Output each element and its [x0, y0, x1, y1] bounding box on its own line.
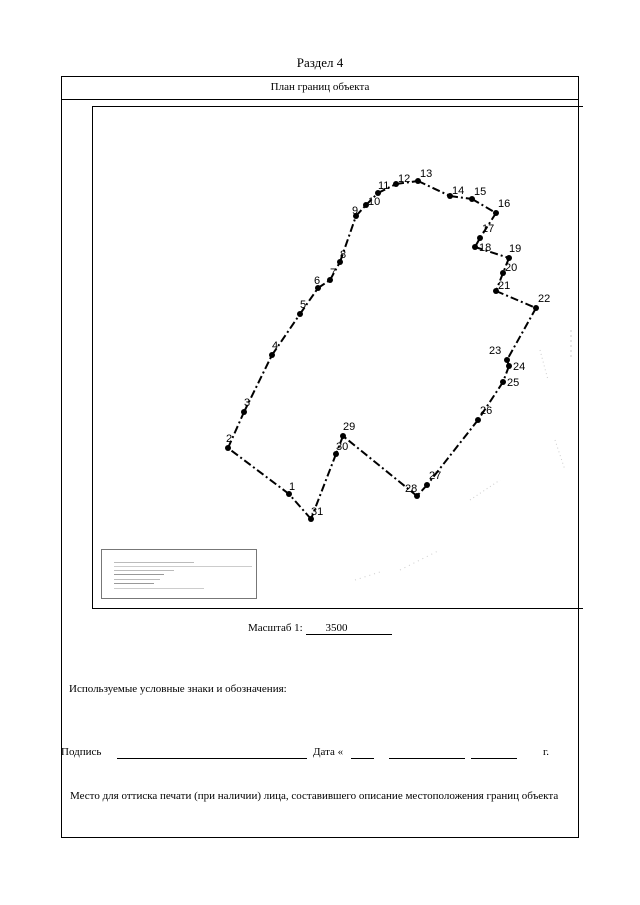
boundary-point-label: 13	[420, 168, 433, 180]
scale-value: 3500	[306, 622, 392, 635]
boundary-point-label: 4	[272, 340, 279, 352]
signature-line	[117, 746, 307, 759]
date-year-line	[471, 746, 517, 759]
map-legend-box	[101, 549, 257, 599]
boundary-point	[225, 445, 231, 451]
boundary-point-label: 14	[452, 185, 465, 197]
boundary-point-label: 18	[479, 242, 492, 254]
boundary-point-label: 6	[314, 275, 321, 287]
boundary-point-label: 11	[378, 180, 390, 192]
signature-row	[61, 746, 581, 762]
boundary-segment	[289, 494, 311, 519]
boundary-point-label: 21	[498, 280, 511, 292]
scale-label: Масштаб 1:	[248, 622, 303, 634]
boundary-point	[297, 311, 303, 317]
boundary-point-label: 31	[311, 506, 324, 518]
boundary-segment	[496, 291, 536, 308]
stamp-text: Место для оттиска печати (при наличии) лица, составившего описание местоположения границ объекта	[70, 790, 559, 802]
legend-caption: Используемые условные знаки и обозначения:	[69, 683, 287, 695]
boundary-point	[475, 417, 481, 423]
boundary-point-label: 27	[429, 470, 442, 482]
date-label: Дата «	[313, 746, 344, 758]
boundary-segment	[418, 181, 450, 196]
boundary-point-label: 3	[244, 397, 251, 409]
boundary-point-label: 19	[509, 243, 522, 255]
boundary-point-label: 12	[398, 173, 411, 185]
boundary-point-label: 2	[226, 433, 233, 445]
boundary-segment	[472, 199, 496, 213]
date-month-line	[389, 746, 465, 759]
boundary-point-label: 28	[405, 483, 418, 495]
boundary-point-label: 1	[289, 481, 296, 493]
boundary-point-label: 15	[474, 186, 487, 198]
boundary-point	[477, 235, 483, 241]
table-header: План границ объекта	[61, 76, 579, 100]
boundary-point	[340, 433, 346, 439]
signature-label: Подпись	[61, 746, 102, 758]
boundary-point	[533, 305, 539, 311]
boundary-point	[472, 244, 478, 250]
boundary-point-label: 26	[480, 405, 493, 417]
boundary-point	[269, 352, 275, 358]
boundary-segment	[228, 448, 289, 494]
boundary-point-label: 30	[336, 441, 349, 453]
boundary-point-label: 17	[482, 223, 495, 235]
boundary-point	[506, 255, 512, 261]
boundary-point-label: 9	[352, 205, 359, 217]
boundary-point	[493, 210, 499, 216]
boundary-segment	[507, 308, 536, 360]
section-title: Раздел 4	[296, 55, 344, 70]
boundary-point-label: 24	[513, 361, 526, 373]
boundary-point-label: 16	[498, 198, 511, 210]
boundary-point-label: 10	[368, 196, 381, 208]
boundary-point	[424, 482, 430, 488]
boundary-point	[500, 379, 506, 385]
boundary-point	[506, 363, 512, 369]
background-faint-marks	[355, 330, 571, 580]
boundary-point-label: 5	[300, 299, 307, 311]
year-suffix: г.	[543, 746, 550, 758]
date-day-line	[351, 746, 374, 759]
boundary-point-label: 23	[489, 345, 502, 357]
boundary-point-label: 22	[538, 293, 551, 305]
boundary-point-label: 29	[343, 421, 356, 433]
boundary-point-label: 25	[507, 377, 520, 389]
boundary-point-label: 7	[330, 267, 337, 279]
boundary-point-label: 20	[505, 262, 518, 274]
scale-row	[248, 622, 392, 635]
boundary-point	[241, 409, 247, 415]
boundary-point	[504, 357, 510, 363]
boundary-point-label: 8	[340, 249, 347, 261]
